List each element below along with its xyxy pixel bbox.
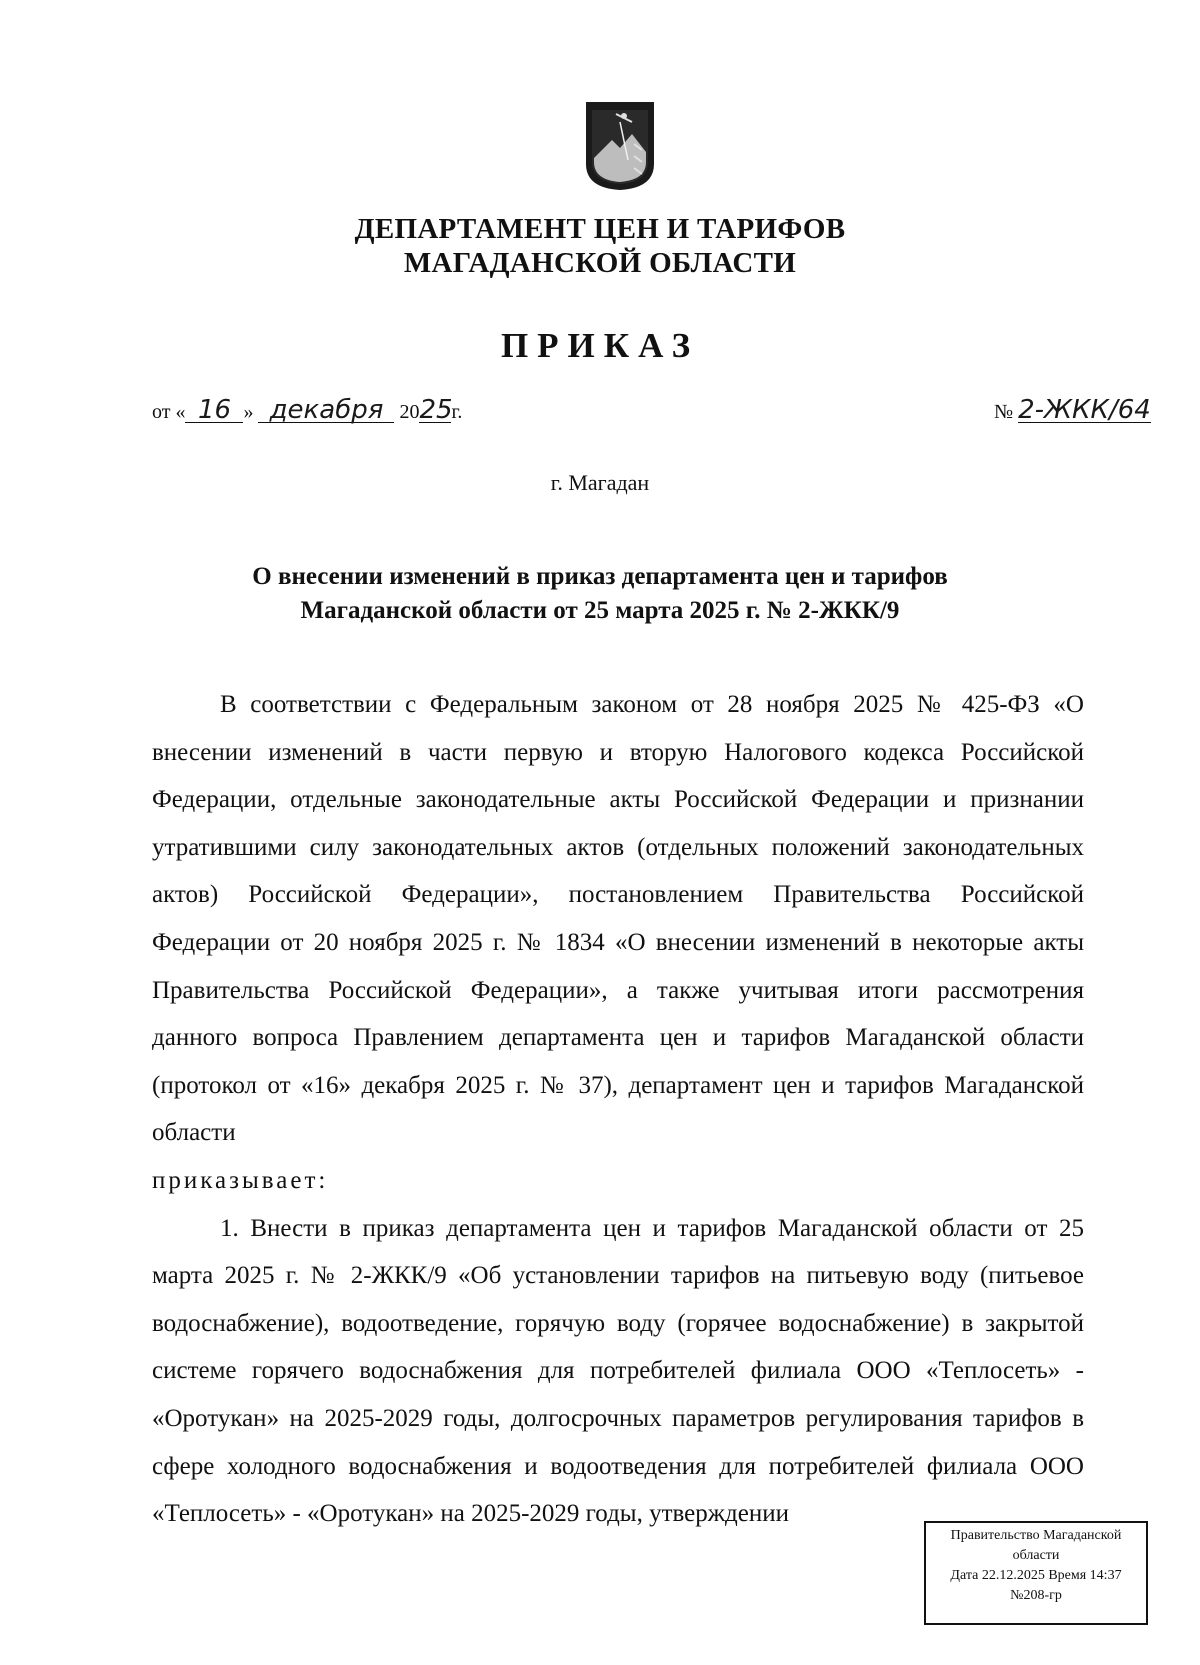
date-month-handwritten: декабря	[258, 398, 394, 423]
order-subject	[0, 560, 1200, 628]
department-line-2: МАГАДАНСКОЙ ОБЛАСТИ	[403, 247, 797, 279]
item-1-paragraph: 1. Внести в приказ департамента цен и тарифов Магаданской области от 25 марта 2025 г. № 2-ЖКК/9 «Об установлении тарифов на питьевую воду (питьевое водоснабжение), водоотведение, горячую воду (горячее водоснабжение) в закрытой системе горячего водоснабжения для потребителей филиала ООО «Теплосеть» - «Оротукан» на 2025-2029 годы, долгосрочных параметров регулирования тарифов в сфере холодного водоснабжения и водоотведения для потребителей филиала ООО «Теплосеть» - «Оротукан» на 2025-2029 годы, утверждении	[152, 1214, 1084, 1528]
date-prefix: от «	[152, 401, 186, 423]
subject-line-2: Магаданской области от 25 марта 2025 г. № 2-ЖКК/9	[300, 597, 900, 624]
coat-of-arms-icon	[584, 100, 656, 192]
registration-stamp	[924, 1521, 1148, 1625]
stamp-line-1: Правительство Магаданской	[950, 1528, 1122, 1543]
order-number	[994, 395, 1151, 425]
orders-word-paragraph	[152, 1157, 1084, 1205]
stamp-line-3: Дата 22.12.2025 Время 14:37	[950, 1568, 1122, 1583]
orders-word: приказывает:	[152, 1166, 329, 1194]
stamp-line-4: №208-гр	[1010, 1588, 1062, 1603]
number-prefix: №	[994, 401, 1014, 423]
stamp-line-2: области	[1012, 1548, 1060, 1563]
department-line-1: ДЕПАРТАМЕНТ ЦЕН И ТАРИФОВ	[354, 213, 846, 245]
document-type-title: ПРИКАЗ	[500, 326, 700, 365]
date-year-suffix: г.	[451, 401, 463, 423]
preamble-paragraph: В соответствии с Федеральным законом от 28 ноября 2025 № 425-ФЗ «О внесении изменений в части первую и вторую Налогового кодекса Российской Федерации, отдельные законодательные акты Российской Федерации и признании утратившими силу законодательных актов (отдельных положений законодательных актов) Российской Федерации», постановлением Правительства Российской Федерации от 20 ноября 2025 г. № 1834 «О внесении изменений в некоторые акты Правительства Российской Федерации», а также учитывая итоги рассмотрения данного вопроса Правлением департамента цен и тарифов Магаданской области (протокол от «16» декабря 2025 г. № 37), департамент цен и тарифов Магаданской области	[152, 691, 1084, 1147]
date-year-prefix: 20	[399, 401, 420, 423]
department-name	[0, 212, 1200, 280]
date-year-handwritten: 25	[419, 395, 453, 425]
subject-line-1: О внесении изменений в приказ департамента цен и тарифов	[252, 563, 948, 590]
number-handwritten: 2-ЖКК/64	[1018, 395, 1151, 425]
city: г. Магадан	[550, 470, 650, 495]
order-body	[152, 681, 1084, 1538]
date-separator: »	[243, 401, 254, 423]
date-day-handwritten: 16	[185, 398, 243, 423]
order-date	[152, 395, 463, 425]
